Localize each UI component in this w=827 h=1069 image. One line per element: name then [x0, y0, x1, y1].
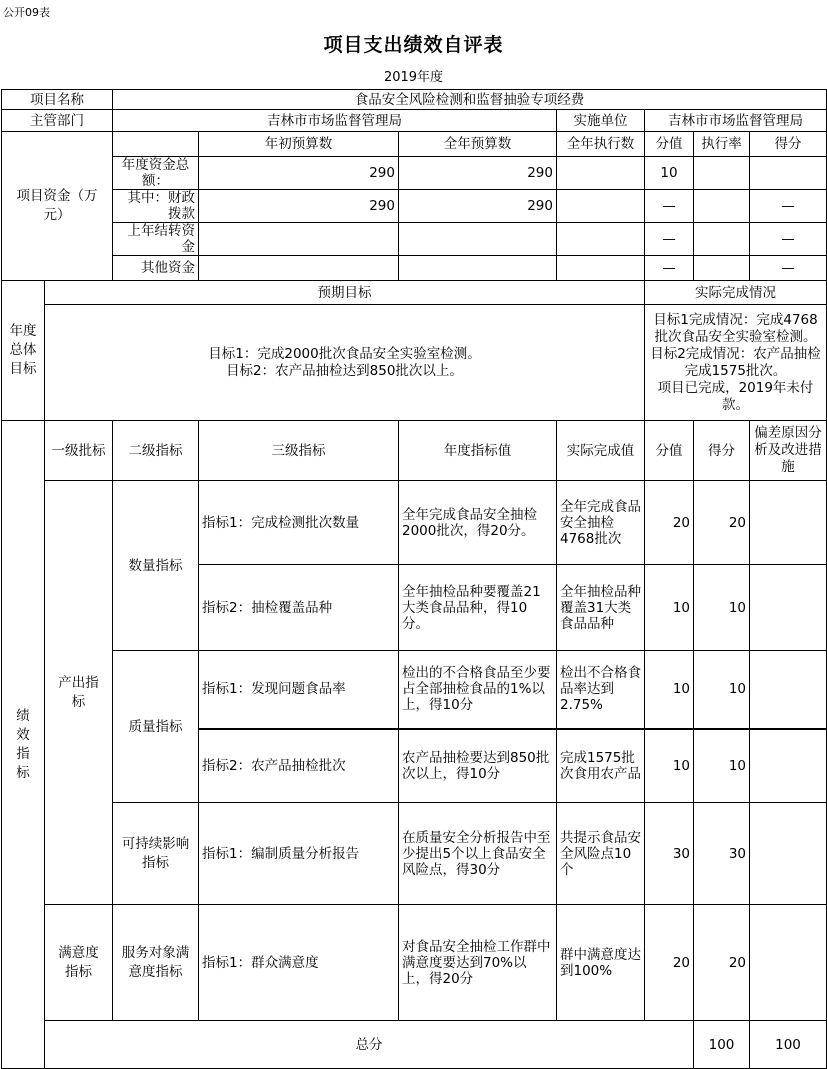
funds-header-initial: 年初预算数	[199, 132, 399, 157]
expected-goals-header: 预期目标	[45, 281, 645, 305]
funds-row-executed	[557, 190, 645, 223]
expected-goal-1: 目标1：完成2000批次食品安全实验室检测。	[208, 345, 481, 362]
row-score-value: 30	[645, 803, 694, 905]
row-score: 10	[694, 651, 750, 729]
level1-output-text: 产出指标	[58, 674, 99, 710]
funds-row-label: 其中：财政拨款	[113, 190, 199, 223]
funds-row-annual: 290	[399, 157, 557, 190]
indicator-text: 指标2：抽检覆盖品种	[199, 565, 399, 651]
perf-header-level2: 二级指标	[113, 421, 199, 481]
impl-label: 实施单位	[557, 110, 645, 132]
total-label: 总分	[45, 1021, 694, 1069]
actual-text: 共提示食品安全风险点10个	[557, 803, 645, 905]
level2-sustain	[113, 803, 199, 905]
level2-quality: 质量指标	[113, 651, 199, 803]
level1-output	[45, 481, 113, 905]
funds-header-score: 得分	[750, 132, 827, 157]
total-score-value: 100	[694, 1021, 750, 1069]
perf-header-level1: 一级批标	[45, 421, 113, 481]
target-text: 对食品安全抽检工作群中满意度要达到70%以上，得20分	[399, 905, 557, 1021]
row-score: 10	[694, 565, 750, 651]
funds-row-score-value: —	[645, 256, 694, 281]
row-reason	[750, 729, 827, 803]
perf-header-reason: 偏差原因分析及改进措施	[750, 421, 827, 481]
form-number-label: 公开09表	[3, 6, 50, 19]
funds-row-initial: 290	[199, 157, 399, 190]
row-score-value: 20	[645, 905, 694, 1021]
funds-label-text: 项目资金（万元）	[16, 188, 98, 223]
funds-row-rate	[694, 157, 750, 190]
row-score: 30	[694, 803, 750, 905]
actual-text: 检出不合格食品率达到2.75%	[557, 651, 645, 729]
report-year: 2019年度	[383, 70, 444, 85]
row-reason	[750, 803, 827, 905]
expected-goals	[45, 305, 645, 421]
funds-row-score	[750, 157, 827, 190]
indicator-text: 指标1：编制质量分析报告	[199, 803, 399, 905]
actual-text: 完成1575批次食用农产品	[557, 729, 645, 803]
funds-row-annual	[399, 223, 557, 256]
funds-row-label: 其他资金	[113, 256, 199, 281]
funds-header-executed: 全年执行数	[557, 132, 645, 157]
funds-row-executed	[557, 256, 645, 281]
dept-label: 主管部门	[2, 110, 113, 132]
funds-row-initial: 290	[199, 190, 399, 223]
actual-result-2: 目标2完成情况：农产品抽检完成1575批次。	[650, 345, 821, 379]
actual-text: 群中满意度达到100%	[557, 905, 645, 1021]
funds-row-annual	[399, 256, 557, 281]
funds-row-annual: 290	[399, 190, 557, 223]
level2-quantity: 数量指标	[113, 481, 199, 651]
project-name-value: 食品安全风险检测和监督抽验专项经费	[113, 90, 827, 110]
total-score: 100	[750, 1021, 827, 1069]
indicator-text: 指标2：农产品抽检批次	[199, 729, 399, 803]
indicator-text: 指标1：群众满意度	[199, 905, 399, 1021]
actual-text: 全年抽检品种覆盖31大类食品品种	[557, 565, 645, 651]
funds-row-score-value: 10	[645, 157, 694, 190]
target-text: 在质量安全分析报告中至少提出5个以上食品安全风险点，得30分	[399, 803, 557, 905]
funds-row-score: —	[750, 223, 827, 256]
perf-header-actual: 实际完成值	[557, 421, 645, 481]
funds-row-executed	[557, 157, 645, 190]
actual-results-header: 实际完成情况	[645, 281, 827, 305]
funds-header-rate: 执行率	[694, 132, 750, 157]
target-text: 农产品抽检要达到850批次以上，得10分	[399, 729, 557, 803]
indicator-text: 指标1：完成检测批次数量	[199, 481, 399, 565]
row-score: 20	[694, 905, 750, 1021]
performance-evaluation-table	[1, 89, 827, 1069]
goals-label-text: 年度总体目标	[9, 323, 37, 377]
funds-row-score-value: —	[645, 190, 694, 223]
funds-row-score-value: —	[645, 223, 694, 256]
funds-row-score: —	[750, 190, 827, 223]
funds-row-label: 年度资金总额：	[113, 157, 199, 190]
funds-row-executed	[557, 223, 645, 256]
goals-label	[2, 281, 45, 421]
perf-header-level3: 三级指标	[199, 421, 399, 481]
indicator-text: 指标1：发现问题食品率	[199, 651, 399, 729]
actual-results	[645, 305, 827, 421]
level1-satisfaction-text: 满意度指标	[58, 944, 99, 980]
actual-text: 全年完成食品安全抽检4768批次	[557, 481, 645, 565]
row-score-value: 10	[645, 729, 694, 803]
funds-row-initial	[199, 256, 399, 281]
row-reason	[750, 565, 827, 651]
target-text: 检出的不合格食品至少要占全部抽检食品的1%以上，得10分	[399, 651, 557, 729]
actual-result-3: 项目已完成，2019年未付款。	[657, 379, 814, 413]
funds-row-rate	[694, 223, 750, 256]
row-score-value: 20	[645, 481, 694, 565]
page-title: 项目支出绩效自评表	[323, 34, 504, 56]
row-score-value: 10	[645, 651, 694, 729]
funds-label	[2, 132, 113, 281]
level2-service-text: 服务对象满意度指标	[121, 944, 190, 980]
funds-header-empty	[113, 132, 199, 157]
row-reason	[750, 651, 827, 729]
funds-row-rate	[694, 256, 750, 281]
actual-result-1: 目标1完成情况：完成4768批次食品安全实验室检测。	[653, 311, 818, 345]
row-score-value: 10	[645, 565, 694, 651]
funds-row-rate	[694, 190, 750, 223]
perf-header-score-value: 分值	[645, 421, 694, 481]
funds-row-label: 上年结转资金	[113, 223, 199, 256]
funds-header-annual: 全年预算数	[399, 132, 557, 157]
target-text: 全年抽检品种要覆盖21大类食品品种，得10分。	[399, 565, 557, 651]
funds-header-score-value: 分值	[645, 132, 694, 157]
level1-satisfaction	[45, 905, 113, 1021]
row-reason	[750, 905, 827, 1021]
performance-label	[2, 421, 45, 1069]
row-reason	[750, 481, 827, 565]
funds-row-initial	[199, 223, 399, 256]
perf-header-target: 年度指标值	[399, 421, 557, 481]
level2-service	[113, 905, 199, 1021]
row-score: 20	[694, 481, 750, 565]
expected-goal-2: 目标2：农产品抽检达到850批次以上。	[226, 362, 463, 379]
project-name-label: 项目名称	[2, 90, 113, 110]
level2-sustain-text: 可持续影响指标	[121, 835, 190, 871]
row-score: 10	[694, 729, 750, 803]
funds-row-score: —	[750, 256, 827, 281]
impl-value: 吉林市市场监督管理局	[645, 110, 827, 132]
target-text: 全年完成食品安全抽检2000批次，得20分。	[399, 481, 557, 565]
performance-label-text: 绩效指标	[16, 707, 30, 781]
perf-header-score: 得分	[694, 421, 750, 481]
dept-value: 吉林市市场监督管理局	[113, 110, 557, 132]
